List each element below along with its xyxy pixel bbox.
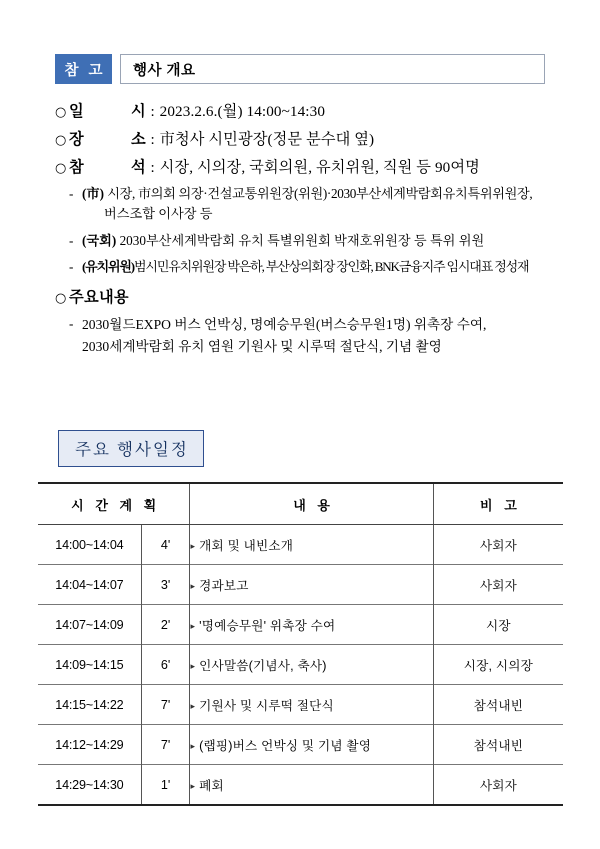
attendee-sub-text-committee xyxy=(82,257,575,277)
overview-row-content xyxy=(55,286,575,307)
content-sub-text xyxy=(82,314,575,358)
cell-note: 사회자 xyxy=(433,765,563,806)
table-row xyxy=(38,765,563,806)
table-row xyxy=(38,565,563,605)
dash-bullet-icon: - xyxy=(69,232,74,248)
attendee-line1-assembly: 2030부산세계박람회 유치 특별위원회 박재호위원장 등 특위 위원 xyxy=(119,232,485,248)
label-date-2: 시 xyxy=(131,103,146,120)
label-place-2: 소 xyxy=(131,131,146,148)
table-row xyxy=(38,685,563,725)
triangle-bullet-icon: ▸ xyxy=(190,621,196,632)
label-attendees: 참 xyxy=(69,159,95,176)
content-line-1: 2030월드EXPO 버스 언박싱, 명예승무원(버스승무원1명) 위촉장 수여, xyxy=(82,317,487,333)
attendee-sub-item-city xyxy=(55,184,575,224)
cell-time: 14:04~14:07 xyxy=(38,565,141,605)
attendee-sub-text-assembly xyxy=(82,231,575,251)
column-header-content: 내 용 xyxy=(190,483,433,525)
circle-bullet-icon: ○ xyxy=(55,105,67,120)
label-main-content: 주요내용 xyxy=(69,289,129,307)
label-date: 일 xyxy=(69,103,95,120)
cell-description-text: 인사말씀(기념사, 축사) xyxy=(199,659,327,673)
cell-description-text: (랩핑)버스 언박싱 및 기념 촬영 xyxy=(199,739,372,753)
table-row xyxy=(38,605,563,645)
triangle-bullet-icon: ▸ xyxy=(190,741,196,752)
cell-description-text: 폐회 xyxy=(199,779,224,793)
cell-description xyxy=(190,685,433,725)
cell-time: 14:29~14:30 xyxy=(38,765,141,806)
table-row xyxy=(38,645,563,685)
cell-description-text: 개회 및 내빈소개 xyxy=(199,539,294,553)
attendee-prefix-assembly: (국회) xyxy=(82,232,117,248)
dash-bullet-icon: - xyxy=(69,316,74,332)
cell-duration: 3' xyxy=(141,565,190,605)
schedule-table-body xyxy=(38,525,563,806)
overview-title: 행사 개요 xyxy=(120,54,545,84)
attendee-sub-text-city xyxy=(82,184,575,224)
value-place: 市청사 시민광장(정문 분수대 옆) xyxy=(159,131,375,148)
cell-description-text: '명예승무원' 위촉장 수여 xyxy=(199,619,336,633)
attendee-sub-item-assembly xyxy=(55,231,575,251)
triangle-bullet-icon: ▸ xyxy=(190,581,196,592)
triangle-bullet-icon: ▸ xyxy=(190,661,196,672)
cell-note: 시장, 시의장 xyxy=(433,645,563,685)
table-row xyxy=(38,725,563,765)
cell-time: 14:12~14:29 xyxy=(38,725,141,765)
triangle-bullet-icon: ▸ xyxy=(190,781,196,792)
overview-row-attendees xyxy=(55,156,575,177)
value-datetime: 2023.2.6.(월) 14:00~14:30 xyxy=(159,103,326,120)
dash-bullet-icon: - xyxy=(69,259,74,275)
cell-time: 14:07~14:09 xyxy=(38,605,141,645)
overview-row-place xyxy=(55,128,575,149)
attendee-line2-city: 버스조합 이사장 등 xyxy=(104,205,213,221)
cell-duration: 7' xyxy=(141,685,190,725)
schedule-table-head xyxy=(38,483,563,525)
cell-note: 사회자 xyxy=(433,565,563,605)
triangle-bullet-icon: ▸ xyxy=(190,541,196,552)
value-attendees: 시장, 시의장, 국회의원, 유치위원, 직원 등 90여명 xyxy=(159,159,480,176)
attendee-prefix-city: (市) xyxy=(82,186,104,201)
table-header-row xyxy=(38,483,563,525)
reference-badge: 참 고 xyxy=(55,54,112,84)
cell-duration: 1' xyxy=(141,765,190,806)
cell-duration: 4' xyxy=(141,525,190,565)
content-sub-item xyxy=(55,314,575,358)
attendee-prefix-committee: (유치위원) xyxy=(82,259,134,275)
dash-bullet-icon: - xyxy=(69,186,74,201)
cell-description xyxy=(190,765,433,806)
cell-time: 14:00~14:04 xyxy=(38,525,141,565)
triangle-bullet-icon: ▸ xyxy=(190,701,196,712)
cell-duration: 2' xyxy=(141,605,190,645)
cell-description xyxy=(190,725,433,765)
overview-body xyxy=(55,100,575,365)
label-attendees-2: 석 xyxy=(131,159,146,176)
schedule-table xyxy=(38,482,563,806)
column-header-time: 시 간 계 획 xyxy=(38,483,190,525)
cell-description xyxy=(190,605,433,645)
colon-place: : xyxy=(150,131,155,148)
overview-row-datetime xyxy=(55,100,575,121)
circle-bullet-icon: ○ xyxy=(55,133,67,148)
circle-bullet-icon: ○ xyxy=(55,161,67,176)
section-header-schedule: 주요 행사일정 xyxy=(58,430,204,467)
cell-description-text: 경과보고 xyxy=(199,579,249,593)
cell-duration: 6' xyxy=(141,645,190,685)
cell-note: 시장 xyxy=(433,605,563,645)
cell-description xyxy=(190,565,433,605)
attendee-sub-item-committee xyxy=(55,257,575,277)
cell-duration: 7' xyxy=(141,725,190,765)
attendee-line1-city: 시장, 市의회 의장·건설교통위원장(위원)·2030부산세계박람회유치특위위원장, xyxy=(107,186,533,201)
colon-date: : xyxy=(150,103,155,120)
cell-time: 14:09~14:15 xyxy=(38,645,141,685)
attendee-line1-committee: 범시민유치위원장 박은하, 부산상의회장 장인화, BNK금융지주 임시대표 정성재 xyxy=(134,259,529,275)
colon-attendees: : xyxy=(150,159,155,176)
cell-time: 14:15~14:22 xyxy=(38,685,141,725)
label-place: 장 xyxy=(69,131,95,148)
cell-description xyxy=(190,525,433,565)
cell-description-text: 기원사 및 시루떡 절단식 xyxy=(199,699,334,713)
table-row xyxy=(38,525,563,565)
circle-bullet-icon: ○ xyxy=(55,291,67,307)
cell-note: 사회자 xyxy=(433,525,563,565)
cell-note: 참석내빈 xyxy=(433,725,563,765)
column-header-note: 비 고 xyxy=(433,483,563,525)
cell-description xyxy=(190,645,433,685)
section-header-overview xyxy=(55,54,545,84)
cell-note: 참석내빈 xyxy=(433,685,563,725)
content-line-2: 2030세계박람회 유치 염원 기원사 및 시루떡 절단식, 기념 촬영 xyxy=(82,339,442,355)
